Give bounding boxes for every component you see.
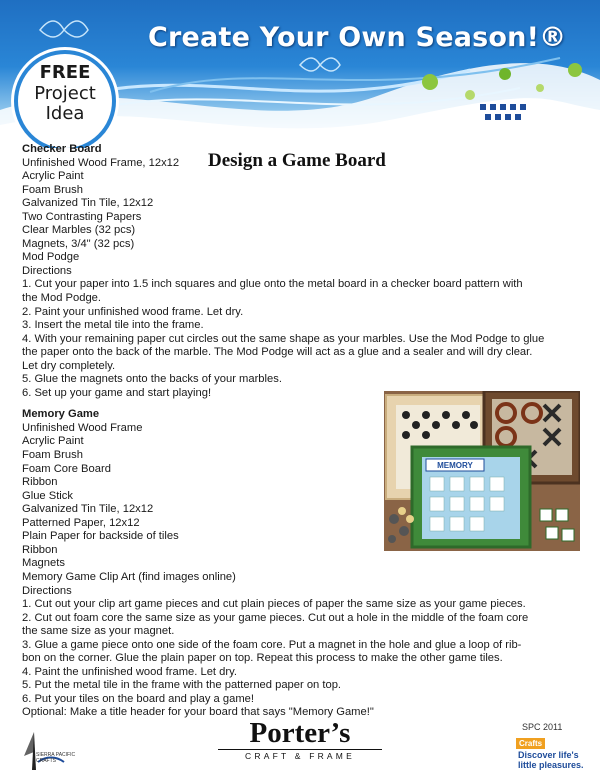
material-item: Unfinished Wood Frame, 12x12 — [22, 156, 180, 169]
material-item: Clear Marbles (32 pcs) — [22, 224, 136, 237]
badge-line-free: FREE — [39, 62, 91, 83]
step-line: bon on the corner. Glue the plain paper on top. Repeat this process to make the other game tiles. — [22, 652, 503, 665]
step-line: 1. Cut out your clip art game pieces and cut plain pieces of paper the same size as your game pieces. — [22, 598, 526, 611]
material-item: Unfinished Wood Frame — [22, 421, 143, 434]
banner-title: Create Your Own Season!® — [148, 22, 567, 53]
material-item: Ribbon — [22, 543, 58, 556]
step-line: 3. Glue a game piece onto one side of the foam core. Put a magnet in the hole and glue a loop of rib- — [22, 638, 522, 651]
step-line: 6. Put your tiles on the board and play a game! — [22, 692, 254, 705]
step-line: 5. Put the metal tile in the frame with the patterned paper on top. — [22, 679, 342, 692]
step-line: 3. Insert the metal tile into the frame. — [22, 319, 204, 332]
step-line: 5. Glue the magnets onto the backs of your marbles. — [22, 373, 282, 386]
footer-code: SPC 2011 — [522, 722, 563, 732]
free-project-idea-badge — [14, 50, 116, 148]
step-line: Let dry completely. — [22, 359, 116, 372]
material-item: Magnets — [22, 557, 65, 570]
step-line: 4. With your remaining paper cut circles out the same shape as your marbles. Use the Mod Podge to glue — [22, 332, 545, 345]
game-boards-illustration — [384, 391, 580, 551]
header-banner — [0, 0, 600, 148]
step-line: 2. Paint your unfinished wood frame. Let dry. — [22, 305, 244, 318]
material-item: Galvanized Tin Tile, 12x12 — [22, 503, 154, 516]
material-item: Ribbon — [22, 476, 58, 489]
material-item: Foam Core Board — [22, 462, 111, 475]
step-line: 1. Cut your paper into 1.5 inch squares and glue onto the metal board in a checker board pattern with — [22, 278, 523, 291]
step-line: 6. Set up your game and start playing! — [22, 386, 212, 399]
sierra-pacific-wordmark: SIERRA PACIFIC CRAFTS — [36, 752, 76, 764]
crafts-tag: Crafts — [516, 738, 545, 749]
checker-directions-label: Directions — [22, 264, 72, 277]
badge-line-project: Project — [34, 83, 96, 104]
checker-board-heading: Checker Board — [22, 143, 102, 155]
porters-name: Porter’s — [249, 717, 351, 749]
porters-logo — [212, 718, 388, 761]
material-item: Memory Game Clip Art (find images online) — [22, 570, 236, 583]
memory-steps-list — [22, 598, 582, 720]
step-line: the Mod Podge. — [22, 292, 101, 305]
porters-divider — [218, 749, 382, 750]
material-item: Glue Stick — [22, 489, 73, 502]
crafts-slogan: Discover life's little pleasures. — [518, 750, 584, 770]
step-line: Optional: Make a title header for your board that says "Memory Game!" — [22, 706, 374, 719]
material-item: Foam Brush — [22, 449, 83, 462]
checker-steps-list — [22, 278, 582, 400]
step-line: 4. Paint the unfinished wood frame. Let dry. — [22, 665, 237, 678]
material-item: Foam Brush — [22, 183, 83, 196]
material-item: Two Contrasting Papers — [22, 210, 142, 223]
checker-materials-list — [22, 157, 582, 265]
step-line: the same size as your magnet. — [22, 625, 175, 638]
material-item: Patterned Paper, 12x12 — [22, 516, 140, 529]
sierra-pacific-logo — [20, 722, 76, 776]
memory-directions-label: Directions — [22, 584, 72, 597]
step-line: the paper onto the back of the marble. The Mod Podge will act as a glue and a sealer and will dry clear. — [22, 346, 533, 359]
memory-game-heading: Memory Game — [22, 408, 100, 421]
material-item: Galvanized Tin Tile, 12x12 — [22, 197, 154, 210]
crafts-logo — [516, 738, 586, 774]
memory-board-label: MEMORY — [437, 461, 473, 470]
material-item: Acrylic Paint — [22, 435, 84, 448]
material-item: Plain Paper for backside of tiles — [22, 530, 179, 543]
document-title: Design a Game Board — [208, 150, 386, 171]
material-item: Acrylic Paint — [22, 170, 84, 183]
step-line: 2. Cut out foam core the same size as your game pieces. Cut out a hole in the middle of the foam core — [22, 611, 529, 624]
material-item: Mod Podge — [22, 251, 80, 264]
porters-subtitle: CRAFT & FRAME — [245, 751, 355, 761]
material-item: Magnets, 3/4" (32 pcs) — [22, 237, 135, 250]
badge-line-idea: Idea — [45, 103, 85, 124]
game-boards-photo — [384, 391, 580, 551]
